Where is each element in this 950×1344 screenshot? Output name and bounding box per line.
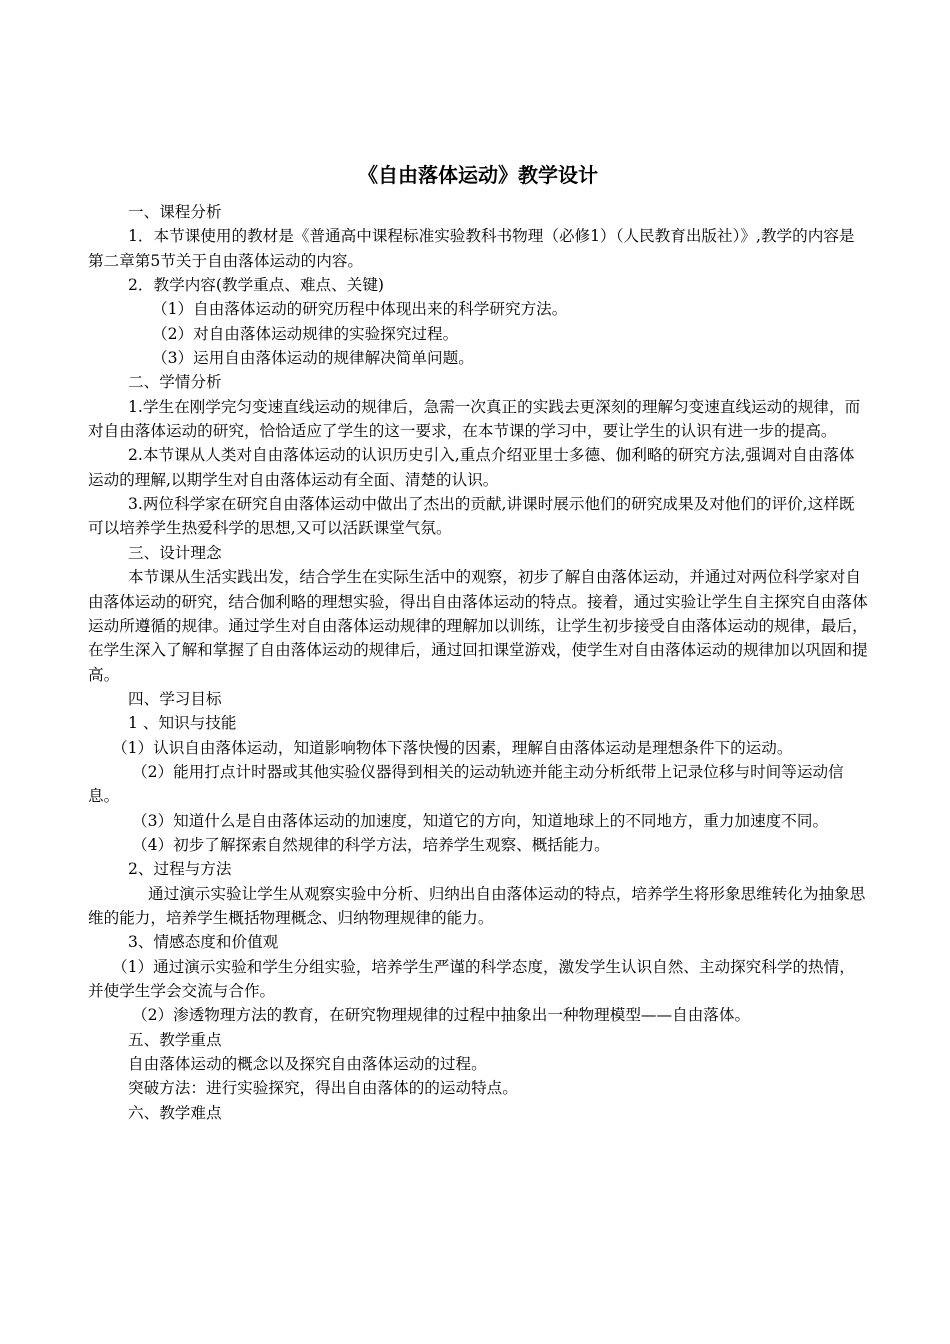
subheading-process-methods: 2、过程与方法	[128, 860, 232, 879]
paragraph: 突破方法：进行实验探究，得出自由落体的的运动特点。	[128, 1079, 518, 1098]
list-item: （3）知道什么是自由落体运动的加速度，知道它的方向，知道地球上的不同地方，重力加速度不同。	[132, 811, 829, 830]
list-item: （3）运用自由落体运动的规律解决简单问题。	[152, 349, 474, 368]
paragraph: 自由落体运动的概念以及探究自由落体运动的过程。	[128, 1055, 487, 1074]
list-item: （1）自由落体运动的研究历程中体现出来的科学研究方法。	[152, 300, 568, 319]
paragraph: 本节课从生活实践出发，结合学生在实际生活中的观察，初步了解自由落体运动，并通过对两位科学家对自由落体运动的研究，结合伽利略的理想实验，得出自由落体运动的特点。接着，通过实验让学生自主探究自由落体运动所遵循的规律。通过学生对自由落体运动规律的理解加以训练，让学生初步接受自由落体运动的规律，最后，在学生深入了解和掌握了自由落体运动的规律后，通过回扣课堂游戏，使学生对自由落体运动的规律加以巩固和提高。	[88, 568, 868, 684]
subheading-attitudes-values: 3、情感态度和价值观	[128, 933, 279, 952]
section-heading-teaching-difficulty: 六、教学难点	[128, 1103, 222, 1122]
document-body	[88, 200, 868, 1125]
section-heading-course-analysis: 一、课程分析	[128, 203, 222, 221]
paragraph: 3.两位科学家在研究自由落体运动中做出了杰出的贡献,讲课时展示他们的研究成果及对他们的评价,这样既可以培养学生热爱科学的思想,又可以活跃课堂气氛。	[88, 495, 855, 538]
section-heading-learning-goals: 四、学习目标	[128, 689, 222, 708]
list-item: （2）能用打点计时器或其他实验仪器得到相关的运动轨迹并能主动分析纸带上记录位移与时间等运动信息。	[88, 762, 844, 806]
paragraph: 1.学生在刚学完匀变速直线运动的规律后，急需一次真正的实践去更深刻的理解匀变速直线运动的规律，而对自由落体运动的研究，恰恰适应了学生的这一要求，在本节课的学习中，要让学生的认识有进一步的提高。	[88, 397, 861, 441]
list-item: （4）初步了解探索自然规律的科学方法，培养学生观察、概括能力。	[132, 835, 610, 854]
list-item: （2）渗透物理方法的教育，在研究物理规律的过程中抽象出一种物理模型——自由落体。	[132, 1006, 751, 1025]
section-heading-student-analysis: 二、学情分析	[128, 373, 222, 392]
subheading-knowledge-skills: 1 、知识与技能	[128, 714, 237, 733]
section-heading-design-concept: 三、设计理念	[128, 543, 222, 562]
document-title: 《自由落体运动》教学设计	[358, 163, 598, 187]
subheading-teaching-content: 2．教学内容(教学重点、难点、关键)	[128, 276, 384, 295]
section-heading-teaching-focus: 五、教学重点	[128, 1030, 222, 1049]
paragraph: 1．本节课使用的教材是《普通高中课程标准实验教科书物理（必修1）（人民教育出版社）》,教学的内容是第二章第5节关于自由落体运动的内容。	[88, 227, 855, 270]
list-item: （2）对自由落体运动规律的实验探究过程。	[152, 324, 459, 343]
list-item: （1）认识自由落体运动，知道影响物体下落快慢的因素，理解自由落体运动是理想条件下的运动。	[112, 738, 793, 757]
paragraph: 2.本节课从人类对自由落体运动的认识历史引入,重点介绍亚里士多德、伽利略的研究方法,强调对自由落体运动的理解,以期学生对自由落体运动有全面、清楚的认识。	[88, 446, 855, 489]
paragraph: 通过演示实验让学生从观察实验中分析、归纳出自由落体运动的特点，培养学生将形象思维转化为抽象思维的能力，培养学生概括物理概念、归纳物理规律的能力。	[88, 884, 866, 927]
list-item: （1）通过演示实验和学生分组实验，培养学生严谨的科学态度，激发学生认识自然、主动探究科学的热情，并使学生学会交流与合作。	[88, 957, 855, 1000]
